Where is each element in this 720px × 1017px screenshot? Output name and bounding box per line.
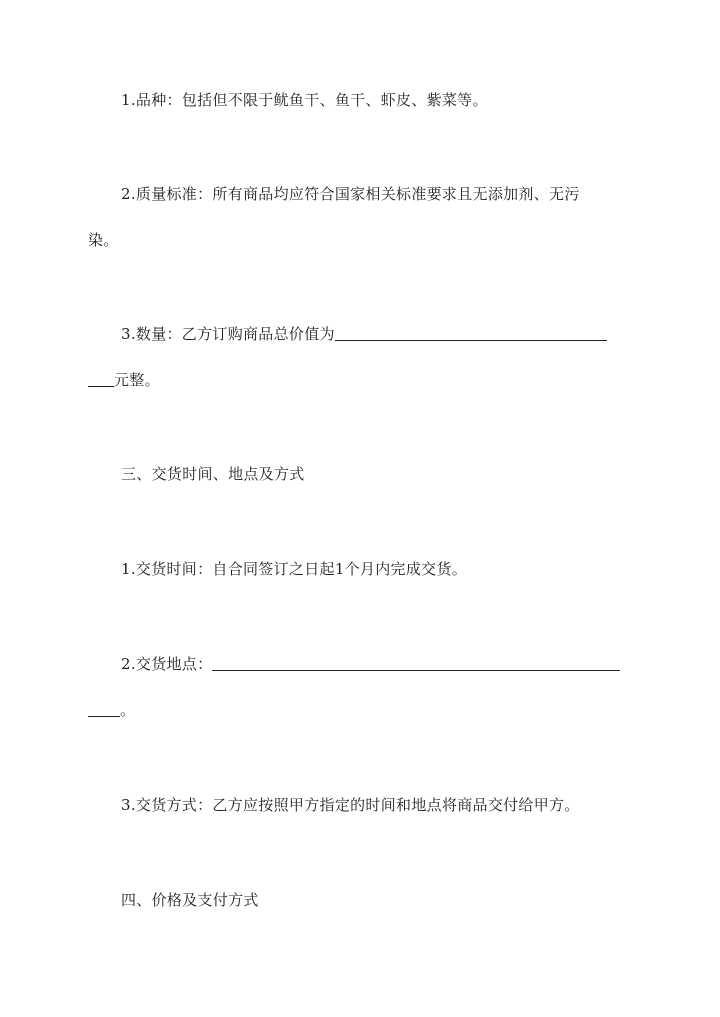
clause-delivery-time-text: 1.交货时间：自合同签订之日起1个月内完成交货。: [121, 560, 468, 578]
clause-delivery-place-text: 2.交货地点：: [121, 655, 213, 673]
clause-delivery-place: [121, 653, 620, 675]
clause-quality-text-line1: 2.质量标准：所有商品均应符合国家相关标准要求且无添加剂、无污: [121, 185, 580, 203]
clause-delivery-place-continued: [88, 699, 135, 721]
delivery-place-blank-continued: [88, 701, 120, 717]
section-four-heading: [121, 889, 259, 911]
clause-quantity: [121, 323, 607, 345]
clause-delivery-method-text: 3.交货方式：乙方应按照甲方指定的时间和地点将商品交付给甲方。: [121, 796, 580, 814]
quantity-value-blank: [335, 325, 607, 341]
clause-delivery-method: [121, 794, 580, 816]
clause-quantity-continued: [88, 369, 160, 391]
clause-quality-continued: [88, 229, 119, 251]
clause-quantity-suffix: 元整。: [114, 371, 160, 389]
clause-quantity-text: 3.数量：乙方订购商品总价值为: [121, 325, 335, 343]
clause-quality-text-line2: 染。: [88, 231, 119, 249]
quantity-value-blank-continued: [88, 371, 114, 387]
section-four-heading-text: 四、价格及支付方式: [121, 891, 259, 909]
clause-delivery-time: [121, 558, 467, 580]
delivery-place-blank: [212, 655, 620, 671]
section-three-heading: [121, 463, 305, 485]
clause-variety-text: 1.品种：包括但不限于鱿鱼干、鱼干、虾皮、紫菜等。: [121, 91, 488, 109]
clause-delivery-place-suffix: 。: [120, 701, 136, 719]
clause-quality: [121, 183, 580, 205]
clause-variety: [121, 89, 488, 111]
section-three-heading-text: 三、交货时间、地点及方式: [121, 465, 305, 483]
